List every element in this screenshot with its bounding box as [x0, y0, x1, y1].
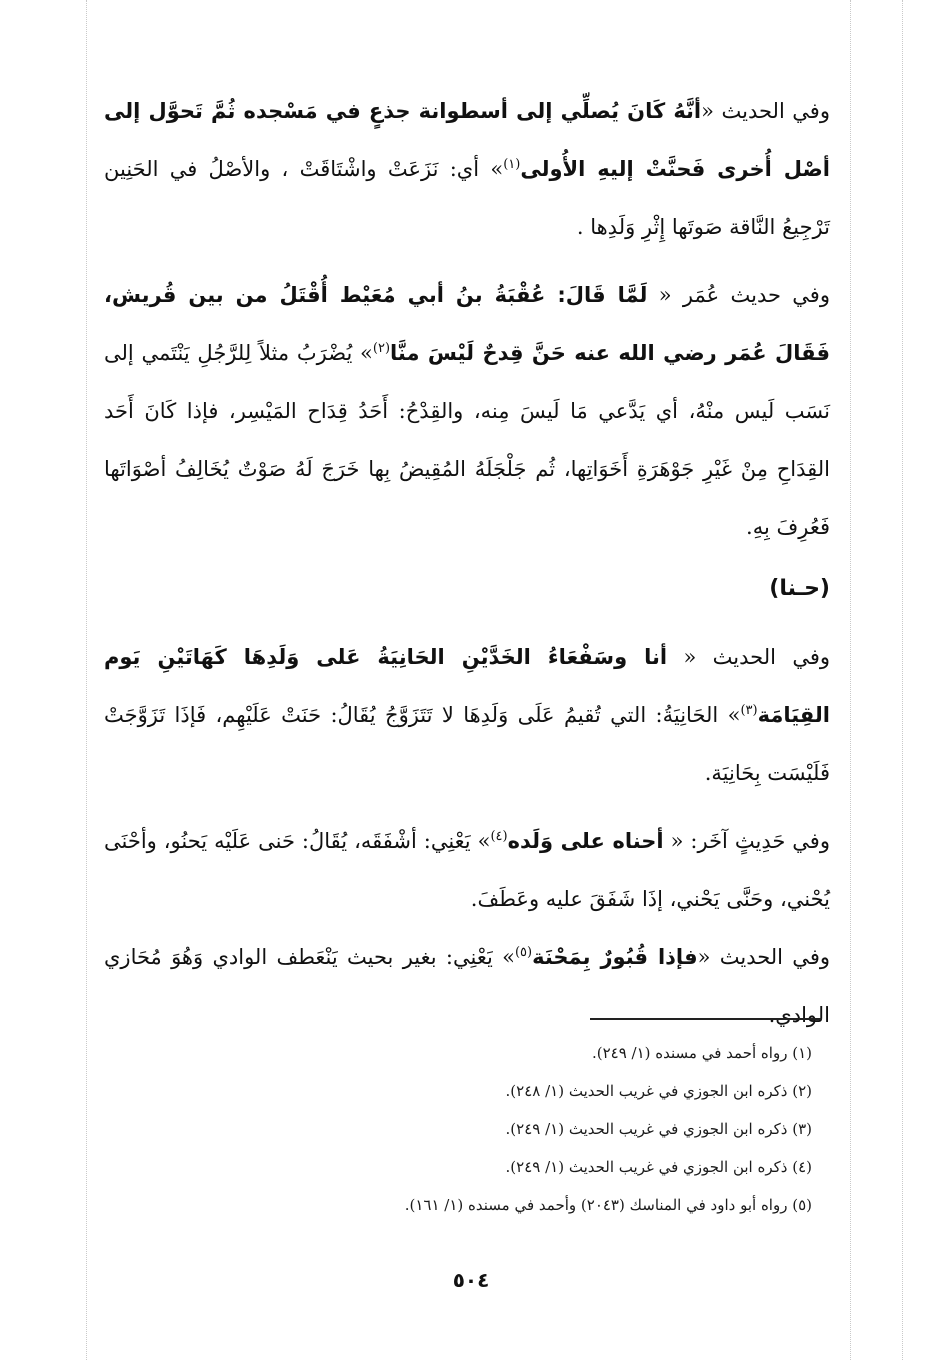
footnote-ref: (٤) [490, 829, 508, 844]
hadith-quote: أحناه على وَلَده [507, 829, 664, 853]
footnote-divider [590, 1018, 822, 1020]
footnote-2: (٢) ذكره ابن الجوزي في غريب الحديث (١/ ٢٤٨). [505, 1082, 812, 1100]
page-number: ٥٠٤ [452, 1268, 490, 1292]
paragraph-4 [104, 812, 830, 928]
hadith-quote: لَمَّا قَالَ: عُقْبَةُ بنُ أبي مُعَيْط أُقْتَلُ من بين قُريش، فَقَالَ عُمَر رضي الله عنه حَنَّ قِدحٌ لَيْسَ منَّا [104, 283, 830, 365]
hadith-quote: أنا وسَفْعَاءُ الخَدَّيْنِ الحَانِيَةُ عَلى وَلَدِهَا كَهَاتَيْنِ يَوم القِيَامَة [104, 645, 830, 727]
paragraph-rest: » يُضْرَبُ مثلاً لِلرَّجُلِ يَنْتَمي إلى نَسَب لَيس منْهُ، أي يَدَّعي مَا لَيسَ مِنه، والقِدْحُ: أَحَدُ قِدَاح المَيْسِر، فإذا كَانَ أَحَد القِدَاحِ مِنْ غَيْرِ جَوْهَرَةِ أَخَوَاتِها، ثُم جَلْجَلَهُ المُقِيضُ بِها خَرَجَ لَهُ صَوْتٌ يُخَالِفُ أصْوَاتَها فَعُرِفَ بِهِ. [104, 341, 830, 539]
dotted-guide-line [86, 0, 87, 1360]
paragraph-lead: وفي الحديث « [701, 99, 830, 123]
paragraph-rest: » أي: نَزَعَتْ واشْتَاقَتْ ، والأصْلُ في الحَنِين تَرْجِيعُ النَّاقة صَوتَها إِثْرِ وَلَدِها . [104, 157, 830, 239]
dotted-guide-line [850, 0, 851, 1360]
footnotes [140, 1034, 812, 1224]
paragraph-lead: وفي حديث عُمَر « [647, 283, 830, 307]
footnote-4: (٤) ذكره ابن الجوزي في غريب الحديث (١/ ٢٤٩). [505, 1158, 812, 1176]
hadith-quote: أنَّهُ كَانَ يُصلِّي إلى أسطوانة جذعٍ في مَسْجده ثُمَّ تَحوَّل إلى أصْل أُخرى فَحنَّتْ إليهِ الأُولى [104, 99, 830, 181]
paragraph-rest: » يَعْنِي: أشْفَقَه، يُقَالُ: حَنى عَلَيْه يَحنُو، وأحْنَى يُحْني، وحَنَّى يَحْني، إذَا شَفَقَ عليه وعَطَفَ. [104, 829, 830, 911]
footnote-ref: (١) [503, 157, 521, 172]
paragraph-lead: وفي حَدِيثٍ آخَر: « [663, 829, 830, 853]
paragraph-rest: » الحَانِيَةُ: التي تُقيمُ عَلَى وَلَدِهَا لا تَتَزَوَّجُ يُقَالُ: حَنَتْ عَلَيْهِم، فَإذَا تَزَوَّجَتْ فَلَيْسَت بِحَانِيَة. [104, 703, 830, 785]
footnote-1: (١) رواه أحمد في مسنده (١/ ٢٤٩). [591, 1044, 812, 1062]
paragraph-lead: وفي الحديث « [697, 945, 830, 969]
hadith-quote: فإذا قُبُورٌ بِمَحْنَة [532, 945, 698, 969]
section-heading: (حـنا) [769, 576, 830, 601]
footnote-ref: (٣) [740, 703, 758, 718]
paragraph-rest: » يَعْنِي: بغير بحيث يَنْعَطف الوادي وَهُوَ مُحَازي الوادي. [104, 945, 830, 1027]
footnote-3: (٣) ذكره ابن الجوزي في غريب الحديث (١/ ٢٤٩). [505, 1120, 812, 1138]
dotted-guide-line [902, 0, 903, 1360]
footnote-ref: (٢) [372, 341, 391, 356]
main-text [104, 82, 830, 1044]
paragraph-3 [104, 628, 830, 802]
paragraph-2 [104, 266, 830, 556]
paragraph-1 [104, 82, 830, 256]
paragraph-5 [104, 928, 830, 1044]
footnote-ref: (٥) [514, 945, 533, 960]
paragraph-lead: وفي الحديث « [667, 645, 830, 669]
footnote-5: (٥) رواه أبو داود في المناسك (٢٠٤٣) وأحمد في مسنده (١/ ١٦١). [404, 1196, 812, 1214]
